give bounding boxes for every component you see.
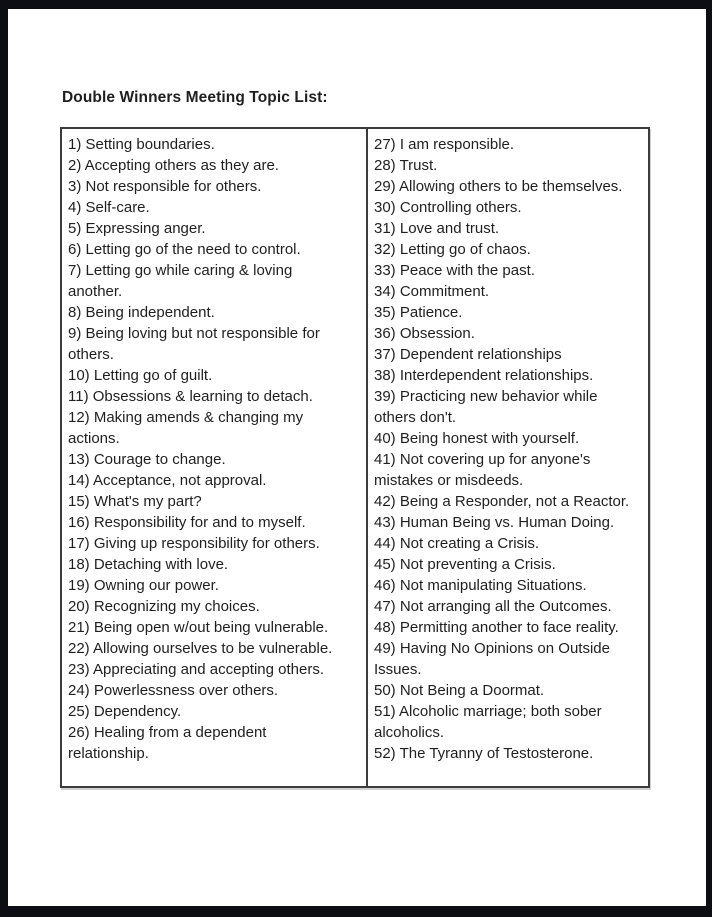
topic-item: 26) Healing from a dependent relationship. [68, 724, 267, 762]
topic-item: 29) Allowing others to be themselves. [374, 178, 623, 195]
topic-item: 7) Letting go while caring & loving another. [68, 262, 293, 300]
topic-item: 14) Acceptance, not approval. [68, 472, 267, 489]
topic-item: 49) Having No Opinions on Outside Issues. [374, 640, 610, 678]
topic-item: 16) Responsibility for and to myself. [68, 514, 306, 531]
topic-item: 47) Not arranging all the Outcomes. [374, 598, 612, 615]
topic-item: 1) Setting boundaries. [68, 136, 215, 153]
topic-item: 28) Trust. [374, 157, 438, 174]
topic-item: 45) Not preventing a Crisis. [374, 556, 556, 573]
topic-table [60, 127, 650, 788]
topic-item: 50) Not Being a Doormat. [374, 682, 545, 699]
topic-item: 17) Giving up responsibility for others. [68, 535, 320, 552]
topic-item: 8) Being independent. [68, 304, 215, 321]
topic-item: 24) Powerlessness over others. [68, 682, 279, 699]
topic-item: 6) Letting go of the need to control. [68, 241, 301, 258]
topic-item: 13) Courage to change. [68, 451, 226, 468]
topic-item: 21) Being open w/out being vulnerable. [68, 619, 329, 636]
page-title: Double Winners Meeting Topic List: [62, 89, 328, 106]
topic-item: 36) Obsession. [374, 325, 475, 342]
topic-item: 33) Peace with the past. [374, 262, 535, 279]
topic-item: 27) I am responsible. [374, 136, 515, 153]
topic-item: 2) Accepting others as they are. [68, 157, 279, 174]
topic-item: 23) Appreciating and accepting others. [68, 661, 325, 678]
topic-column-right [368, 129, 648, 786]
topic-item: 22) Allowing ourselves to be vulnerable. [68, 640, 333, 657]
topic-item: 35) Patience. [374, 304, 463, 321]
topic-item: 15) What's my part? [68, 493, 202, 510]
topic-item: 18) Detaching with love. [68, 556, 229, 573]
topic-item: 11) Obsessions & learning to detach. [68, 388, 313, 405]
topic-item: 44) Not creating a Crisis. [374, 535, 540, 552]
topic-item: 3) Not responsible for others. [68, 178, 262, 195]
topic-item: 39) Practicing new behavior while others don't. [374, 388, 598, 426]
topic-item: 38) Interdependent relationships. [374, 367, 594, 384]
topic-column-left [62, 129, 368, 786]
topic-item: 40) Being honest with yourself. [374, 430, 580, 447]
topic-item: 25) Dependency. [68, 703, 182, 720]
topic-item: 43) Human Being vs. Human Doing. [374, 514, 615, 531]
topic-item: 34) Commitment. [374, 283, 490, 300]
document-page [8, 9, 706, 906]
topic-item: 20) Recognizing my choices. [68, 598, 260, 615]
topic-item: 46) Not manipulating Situations. [374, 577, 587, 594]
topic-item: 52) The Tyranny of Testosterone. [374, 745, 594, 762]
topic-item: 31) Love and trust. [374, 220, 500, 237]
topic-item: 10) Letting go of guilt. [68, 367, 213, 384]
topic-item: 48) Permitting another to face reality. [374, 619, 619, 636]
topic-item: 19) Owning our power. [68, 577, 219, 594]
topic-item: 30) Controlling others. [374, 199, 522, 216]
topic-item: 4) Self-care. [68, 199, 150, 216]
topic-item: 42) Being a Responder, not a Reactor. [374, 493, 630, 510]
topic-item: 9) Being loving but not responsible for others. [68, 325, 320, 363]
topic-item: 5) Expressing anger. [68, 220, 206, 237]
topic-item: 51) Alcoholic marriage; both sober alcoholics. [374, 703, 602, 741]
topic-item: 37) Dependent relationships [374, 346, 562, 363]
topic-item: 32) Letting go of chaos. [374, 241, 531, 258]
topic-item: 12) Making amends & changing my actions. [68, 409, 304, 447]
topic-item: 41) Not covering up for anyone's mistakes or misdeeds. [374, 451, 591, 489]
